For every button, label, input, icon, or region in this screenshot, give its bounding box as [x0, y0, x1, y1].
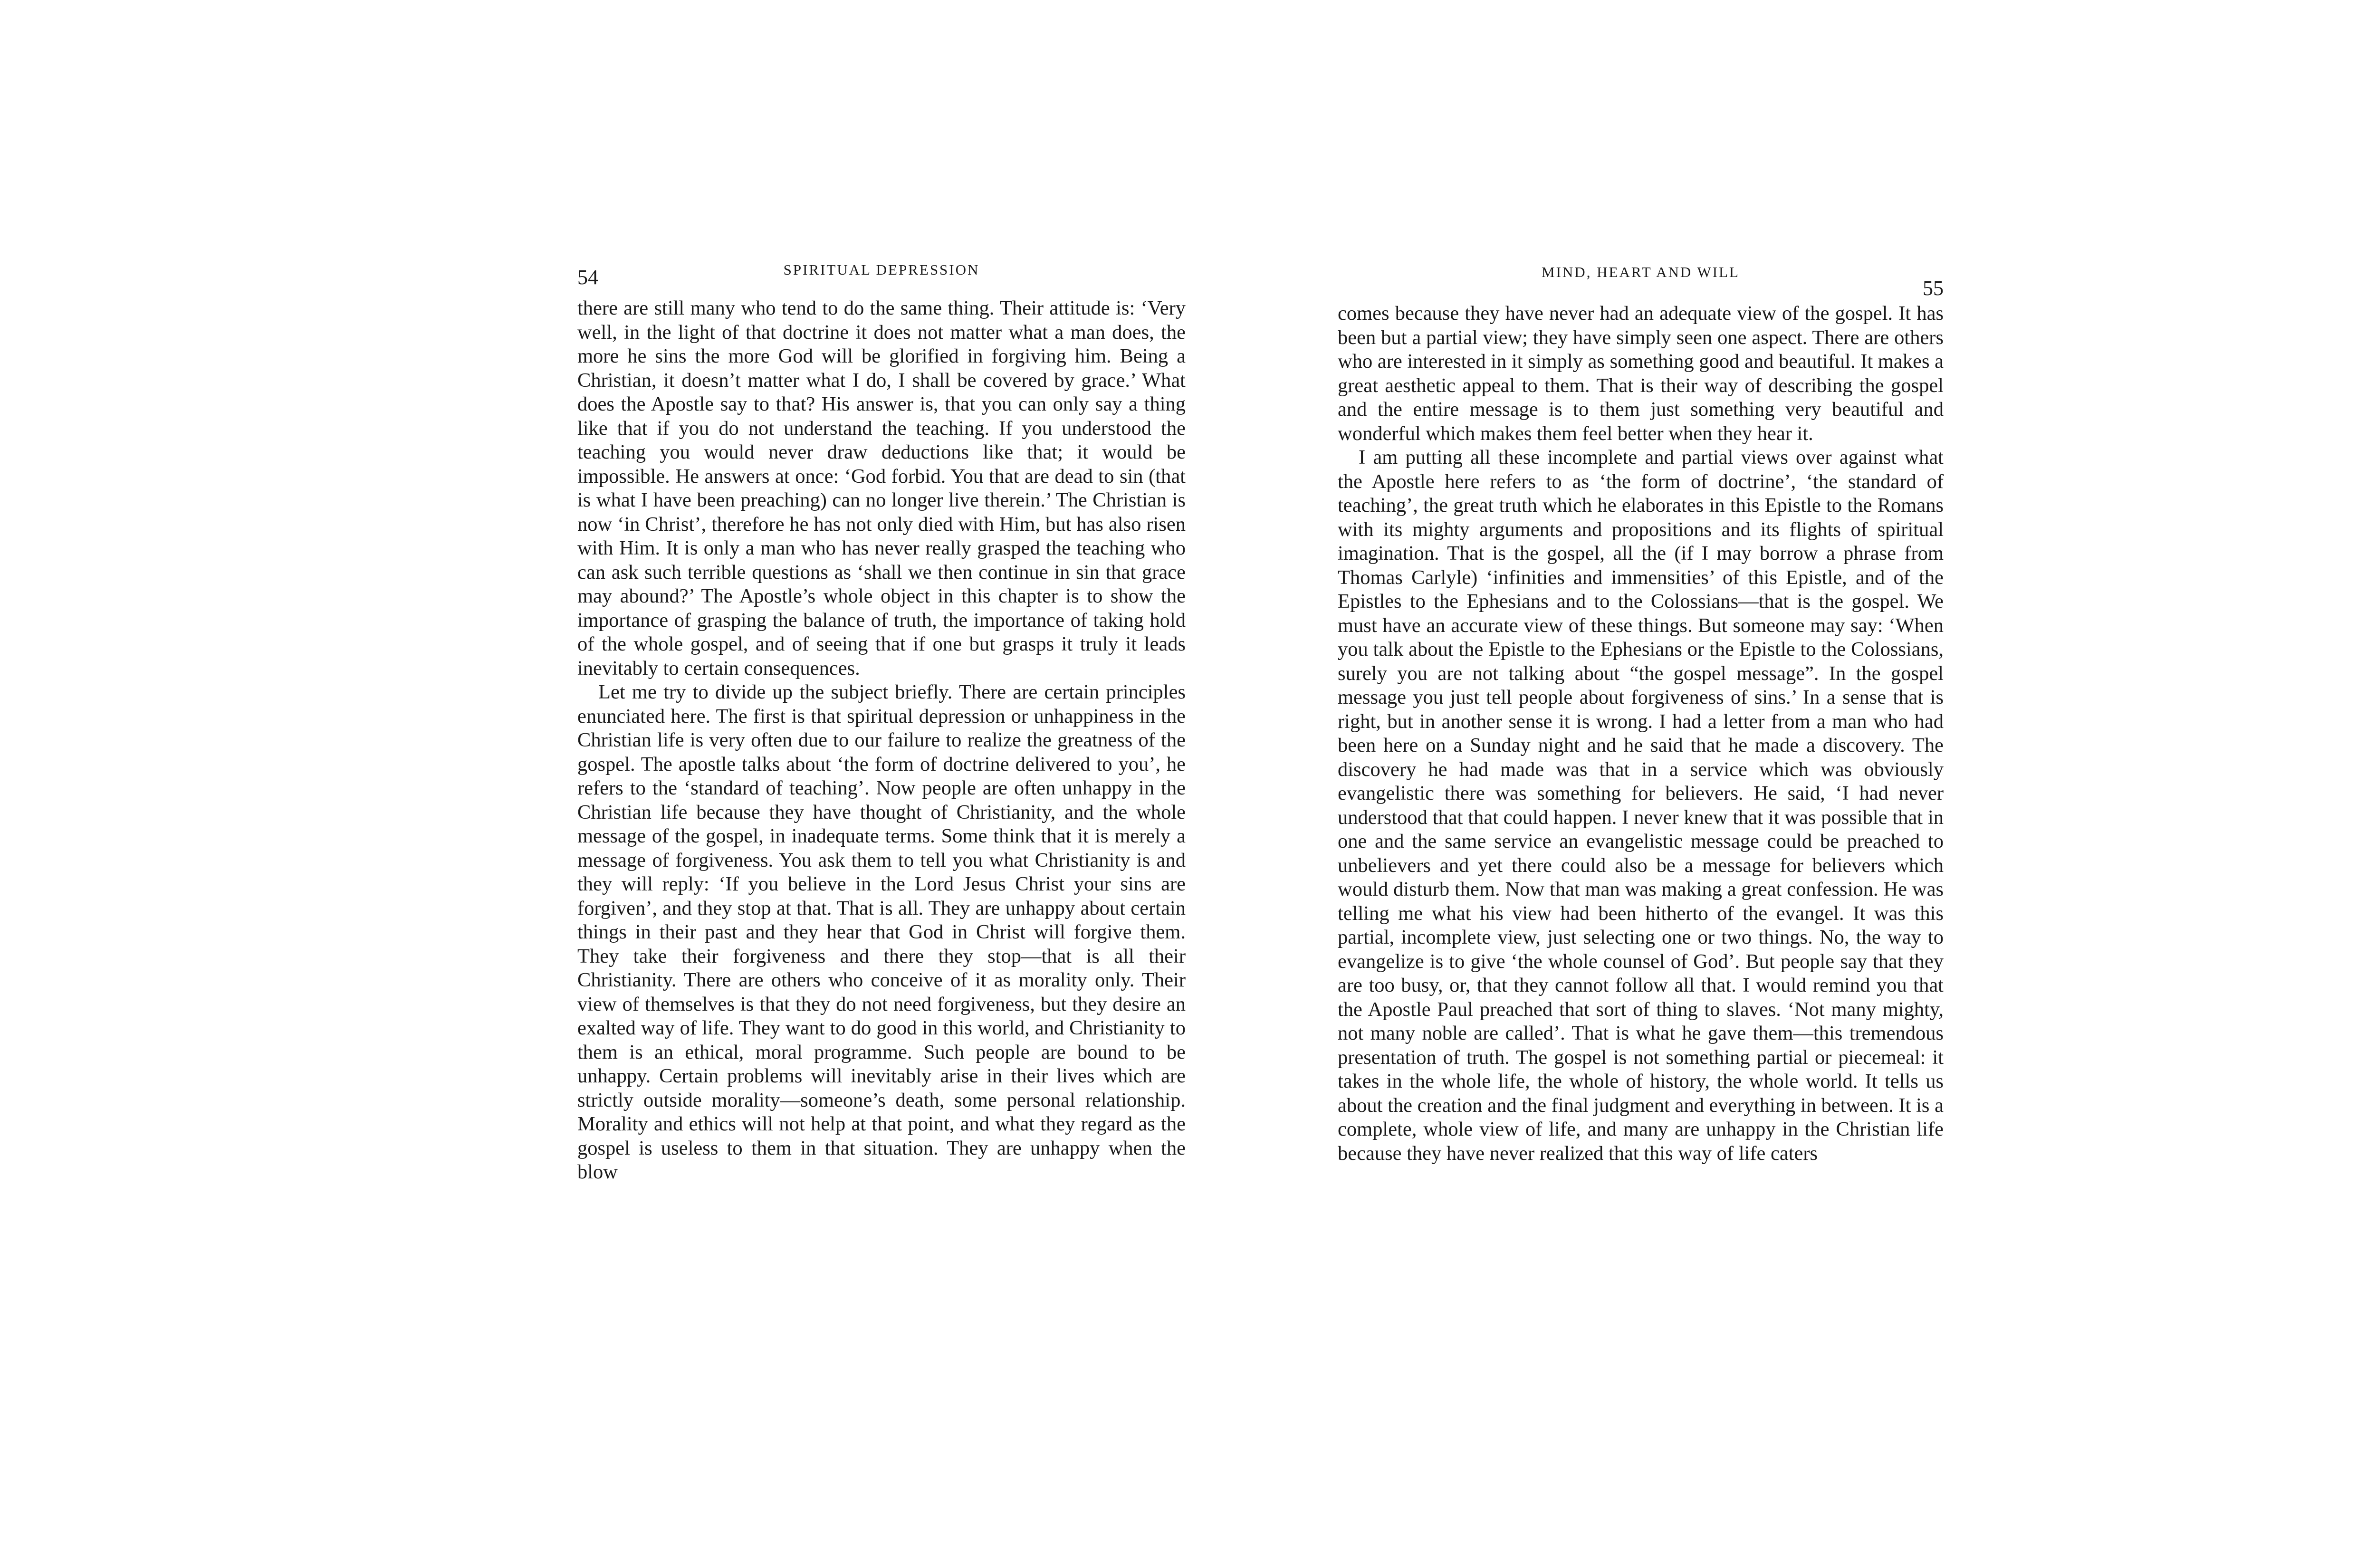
left-paragraph-1: there are still many who tend to do the same thing. Their attitude is: ‘Very well, in the light of that doctrine it does not matter what a man does, the more he sins the more God will be glorified in forgiving him. Being a Christian, it doesn’t matter what I do, I shall be covered by grace.’ What does the Apostle say to that? His answer is, that you can only say a thing like that if you do not understand the teaching. If you understood the teaching you would never draw deductions like that; it would be impossible. He answers at once: ‘God forbid. You that are dead to sin (that is what I have been preaching) can no longer live therein.’ The Christian is now ‘in Christ’, therefore he has not only died with Him, but has also risen with Him. It is only a man who has never really grasped the teaching who can ask such terrible questions as ‘shall we then continue in sin that grace may abound?’ The Apostle’s whole object in this chapter is to show the importance of grasping the balance of truth, the importance of taking hold of the whole gospel, and of seeing that if one but grasps it truly it leads inevitably to certain consequences.	[577, 297, 1186, 679]
left-page	[577, 257, 1186, 1185]
right-running-head	[1338, 259, 1944, 306]
right-page-body	[1338, 302, 1944, 1166]
right-running-head-title: MIND, HEART AND WILL	[1542, 264, 1740, 280]
left-running-head	[577, 257, 1186, 304]
right-page-number: 55	[1923, 277, 1944, 300]
right-paragraph-2: I am putting all these incomplete and partial views over against what the Apostle here refers to as ‘the form of doctrine’, ‘the standard of teaching’, the great truth which he elaborates in this Epistle to the Romans with its mighty arguments and propositions and its flights of spiritual imagination. That is the gospel, all the (if I may borrow a phrase from Thomas Carlyle) ‘infinities and immensities’ of this Epistle, and of the Epistles to the Ephesians and to the Colossians—that is the gospel. We must have an accurate view of these things. But someone may say: ‘When you talk about the Epistle to the Ephesians or the Epistle to the Colossians, surely you are not talking about “the gospel message”. In the gospel message you just tell people about forgiveness of sins.’ In a sense that is right, but in another sense it is wrong. I had a letter from a man who had been here on a Sunday night and he said that he made a discovery. The discovery he had made was that in a service which was obviously evangelistic there was something for believers. He said, ‘I had never understood that that could happen. I never knew that it was possible that in one and the same service an evangelistic message could be preached to unbelievers and yet there could also be a message for believers which would disturb them. Now that man was making a great confession. He was telling me what his view had been hitherto of the evangel. It was this partial, incomplete view, just selecting one or two things. No, the way to evangelize is to give ‘the whole counsel of God’. But people say that they are too busy, or, that they cannot follow all that. I would remind you that the Apostle Paul preached that sort of thing to slaves. ‘Not many mighty, not many noble are called’. That is what he gave them—this tremendous presentation of truth. The gospel is not something partial or piecemeal: it takes in the whole life, the whole of history, the whole world. It tells us about the creation and the final judgment and everything in between. It is a complete, whole view of life, and many are unhappy in the Christian life because they have never realized that this way of life caters	[1338, 446, 1944, 1165]
left-page-body	[577, 296, 1186, 1185]
left-paragraph-2: Let me try to divide up the subject briefly. There are certain principles enunciated here. The first is that spiritual depression or unhappiness in the Christian life is very often due to our failure to realize the greatness of the gospel. The apostle talks about ‘the form of doctrine delivered to you’, he refers to the ‘standard of teaching’. Now people are often unhappy in the Christian life because they have thought of Christianity, and the whole message of the gospel, in inadequate terms. Some think that it is merely a message of forgiveness. You ask them to tell you what Christianity is and they will reply: ‘If you believe in the Lord Jesus Christ your sins are forgiven’, and they stop at that. That is all. They are unhappy about certain things in their past and they hear that God in Christ will forgive them. They take their forgiveness and there they stop—that is all their Christianity. There are others who conceive of it as morality only. Their view of themselves is that they do not need forgiveness, but they desire an exalted way of life. They want to do good in this world, and Christianity to them is an ethical, moral programme. Such people are bound to be unhappy. Certain problems will inevitably arise in their lives which are strictly outside morality—someone’s death, some personal relationship. Morality and ethics will not help at that point, and what they regard as the gospel is useless to them in that situation. They are unhappy when the blow	[577, 681, 1186, 1183]
right-page	[1338, 259, 1944, 1166]
left-running-head-title: SPIRITUAL DEPRESSION	[783, 261, 980, 278]
right-paragraph-1: comes because they have never had an adequate view of the gospel. It has been but a partial view; they have simply seen one aspect. There are others who are interested in it simply as something good and beautiful. It makes a great aesthetic appeal to them. That is their way of describing the gospel and the entire message is to them just something very beautiful and wonderful which makes them feel better when they hear it.	[1338, 302, 1944, 445]
left-page-number: 54	[577, 266, 598, 289]
